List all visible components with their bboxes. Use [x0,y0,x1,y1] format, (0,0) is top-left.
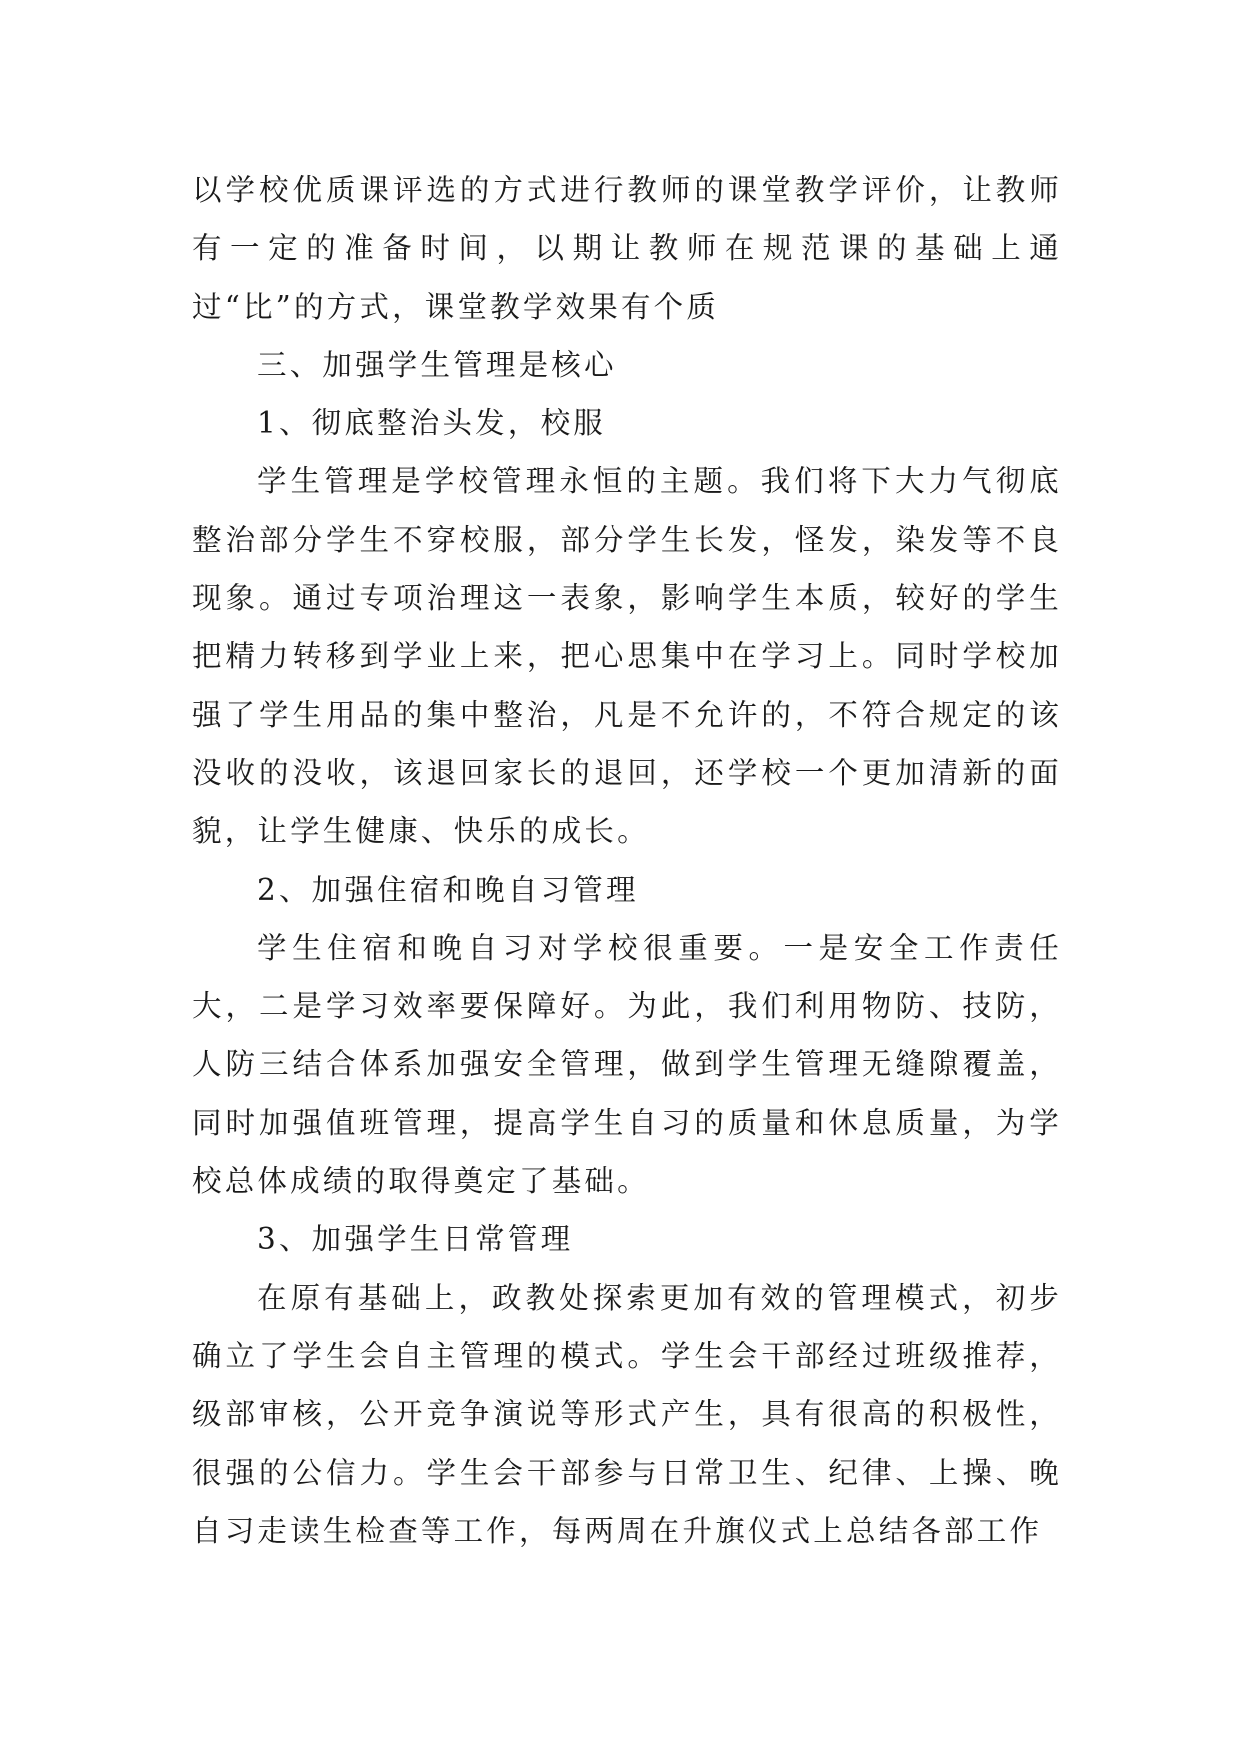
subheading-daily-management: 3、加强学生日常管理 [257,1222,574,1257]
paragraph-hair-uniform: 学生管理是学校管理永恒的主题。我们将下大力气彻底整治部分学生不穿校服，部分学生长发，怪发，染发等不良现象。通过专项治理这一表象，影响学生本质，较好的学生把精力转移到学业上来，把心思集中在学习上。同时学校加强了学生用品的集中整治，凡是不允许的，不符合规定的该没收的没收，该退回家长的退回，还学校一个更加清新的面貌，让学生健康、快乐的成长。 [192,464,1062,849]
paragraph-dorm-evening-study: 学生住宿和晚自习对学校很重要。一是安全工作责任大，二是学习效率要保障好。为此，我们利用物防、技防，人防三结合体系加强安全管理，做到学生管理无缝隙覆盖，同时加强值班管理，提高学生自习的质量和休息质量，为学校总体成绩的取得奠定了基础。 [192,930,1062,1199]
document-body [192,161,1062,1560]
subheading-dorm-evening-study: 2、加强住宿和晚自习管理 [257,872,639,907]
paragraph-daily-management: 在原有基础上，政教处探索更加有效的管理模式，初步确立了学生会自主管理的模式。学生会干部经过班级推荐，级部审核，公开竞争演说等形式产生，具有很高的积极性，很强的公信力。学生会干部参与日常卫生、纪律、上操、晚自习走读生检查等工作，每两周在升旗仪式上总结各部工作 [192,1280,1062,1548]
section-heading-student-management: 三、加强学生管理是核心 [257,347,617,382]
subheading-hair-uniform: 1、彻底整治头发，校服 [257,406,606,441]
paragraph-teaching-evaluation: 以学校优质课评选的方式进行教师的课堂教学评价，让教师有一定的准备时间，以期让教师在规范课的基础上通过“比”的方式，课堂教学效果有个质 [192,173,1062,324]
